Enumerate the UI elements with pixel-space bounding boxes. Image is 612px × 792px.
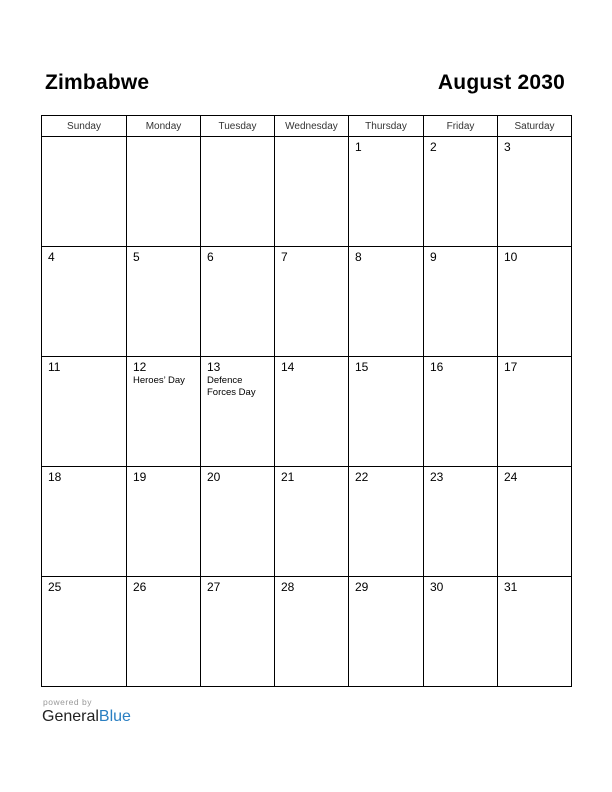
day-cell: [201, 357, 275, 467]
day-cell: [424, 577, 498, 687]
weekday-header-row: [42, 116, 572, 137]
day-cell: [424, 357, 498, 467]
day-number: 14: [281, 360, 295, 374]
day-cell: [42, 137, 127, 247]
day-cell: [201, 577, 275, 687]
day-cell: [498, 577, 572, 687]
holiday-label: Heroes’ Day: [133, 375, 185, 386]
day-number: 7: [281, 250, 288, 264]
month-year-title: August 2030: [437, 71, 565, 94]
day-number: 1: [355, 140, 362, 154]
day-number: 5: [133, 250, 140, 264]
day-number: 16: [430, 360, 444, 374]
day-number: 3: [504, 140, 511, 154]
day-number: 12: [133, 360, 147, 374]
day-number: 4: [48, 250, 55, 264]
day-cell: [349, 247, 424, 357]
day-number: 21: [281, 470, 295, 484]
powered-by-label: powered by: [43, 697, 92, 707]
day-cell: [127, 247, 201, 357]
week-row: [42, 577, 572, 687]
weekday-header: Tuesday: [201, 116, 275, 137]
day-number: 30: [430, 580, 444, 594]
day-cell: [42, 577, 127, 687]
weekday-header: Saturday: [498, 116, 572, 137]
day-number: 18: [48, 470, 62, 484]
weekday-header: Thursday: [349, 116, 424, 137]
weeks-container: [42, 137, 572, 687]
day-cell: [201, 247, 275, 357]
day-cell: [498, 467, 572, 577]
day-number: 24: [504, 470, 518, 484]
day-cell: [275, 577, 349, 687]
day-cell: [275, 357, 349, 467]
day-cell: [42, 357, 127, 467]
day-number: 6: [207, 250, 214, 264]
day-cell: [127, 137, 201, 247]
weekday-header: Monday: [127, 116, 201, 137]
day-number: 27: [207, 580, 221, 594]
day-number: 25: [48, 580, 62, 594]
day-cell: [42, 467, 127, 577]
weekday-header: Friday: [424, 116, 498, 137]
weekday-header: Sunday: [42, 116, 127, 137]
day-number: 10: [504, 250, 518, 264]
holiday-label: Defence Forces Day: [207, 375, 256, 398]
day-cell: [498, 357, 572, 467]
week-row: [42, 467, 572, 577]
day-cell: [275, 467, 349, 577]
week-row: [42, 137, 572, 247]
day-cell: [349, 357, 424, 467]
country-title: Zimbabwe: [45, 71, 150, 94]
day-cell: [127, 357, 201, 467]
day-cell: [349, 137, 424, 247]
day-cell: [127, 577, 201, 687]
day-number: 8: [355, 250, 362, 264]
day-cell: [349, 467, 424, 577]
day-number: 23: [430, 470, 444, 484]
day-cell: [424, 137, 498, 247]
day-number: 17: [504, 360, 518, 374]
day-number: 22: [355, 470, 369, 484]
day-number: 11: [48, 360, 61, 374]
day-number: 20: [207, 470, 221, 484]
day-cell: [424, 467, 498, 577]
brand-logo: [42, 708, 131, 726]
brand-blue-text: Blue: [98, 708, 131, 725]
day-cell: [424, 247, 498, 357]
week-row: [42, 247, 572, 357]
day-cell: [275, 247, 349, 357]
week-row: [42, 357, 572, 467]
day-number: 29: [355, 580, 369, 594]
brand-general-text: General: [42, 708, 99, 725]
calendar-grid: [41, 115, 572, 687]
day-cell: [275, 137, 349, 247]
day-cell: [349, 577, 424, 687]
day-number: 28: [281, 580, 295, 594]
day-cell: [201, 137, 275, 247]
day-number: 13: [207, 360, 221, 374]
day-cell: [201, 467, 275, 577]
day-number: 19: [133, 470, 147, 484]
day-number: 2: [430, 140, 437, 154]
day-number: 9: [430, 250, 437, 264]
day-cell: [498, 247, 572, 357]
day-number: 26: [133, 580, 147, 594]
day-number: 31: [504, 580, 518, 594]
day-cell: [42, 247, 127, 357]
day-cell: [127, 467, 201, 577]
weekday-header: Wednesday: [275, 116, 349, 137]
day-cell: [498, 137, 572, 247]
day-number: 15: [355, 360, 369, 374]
